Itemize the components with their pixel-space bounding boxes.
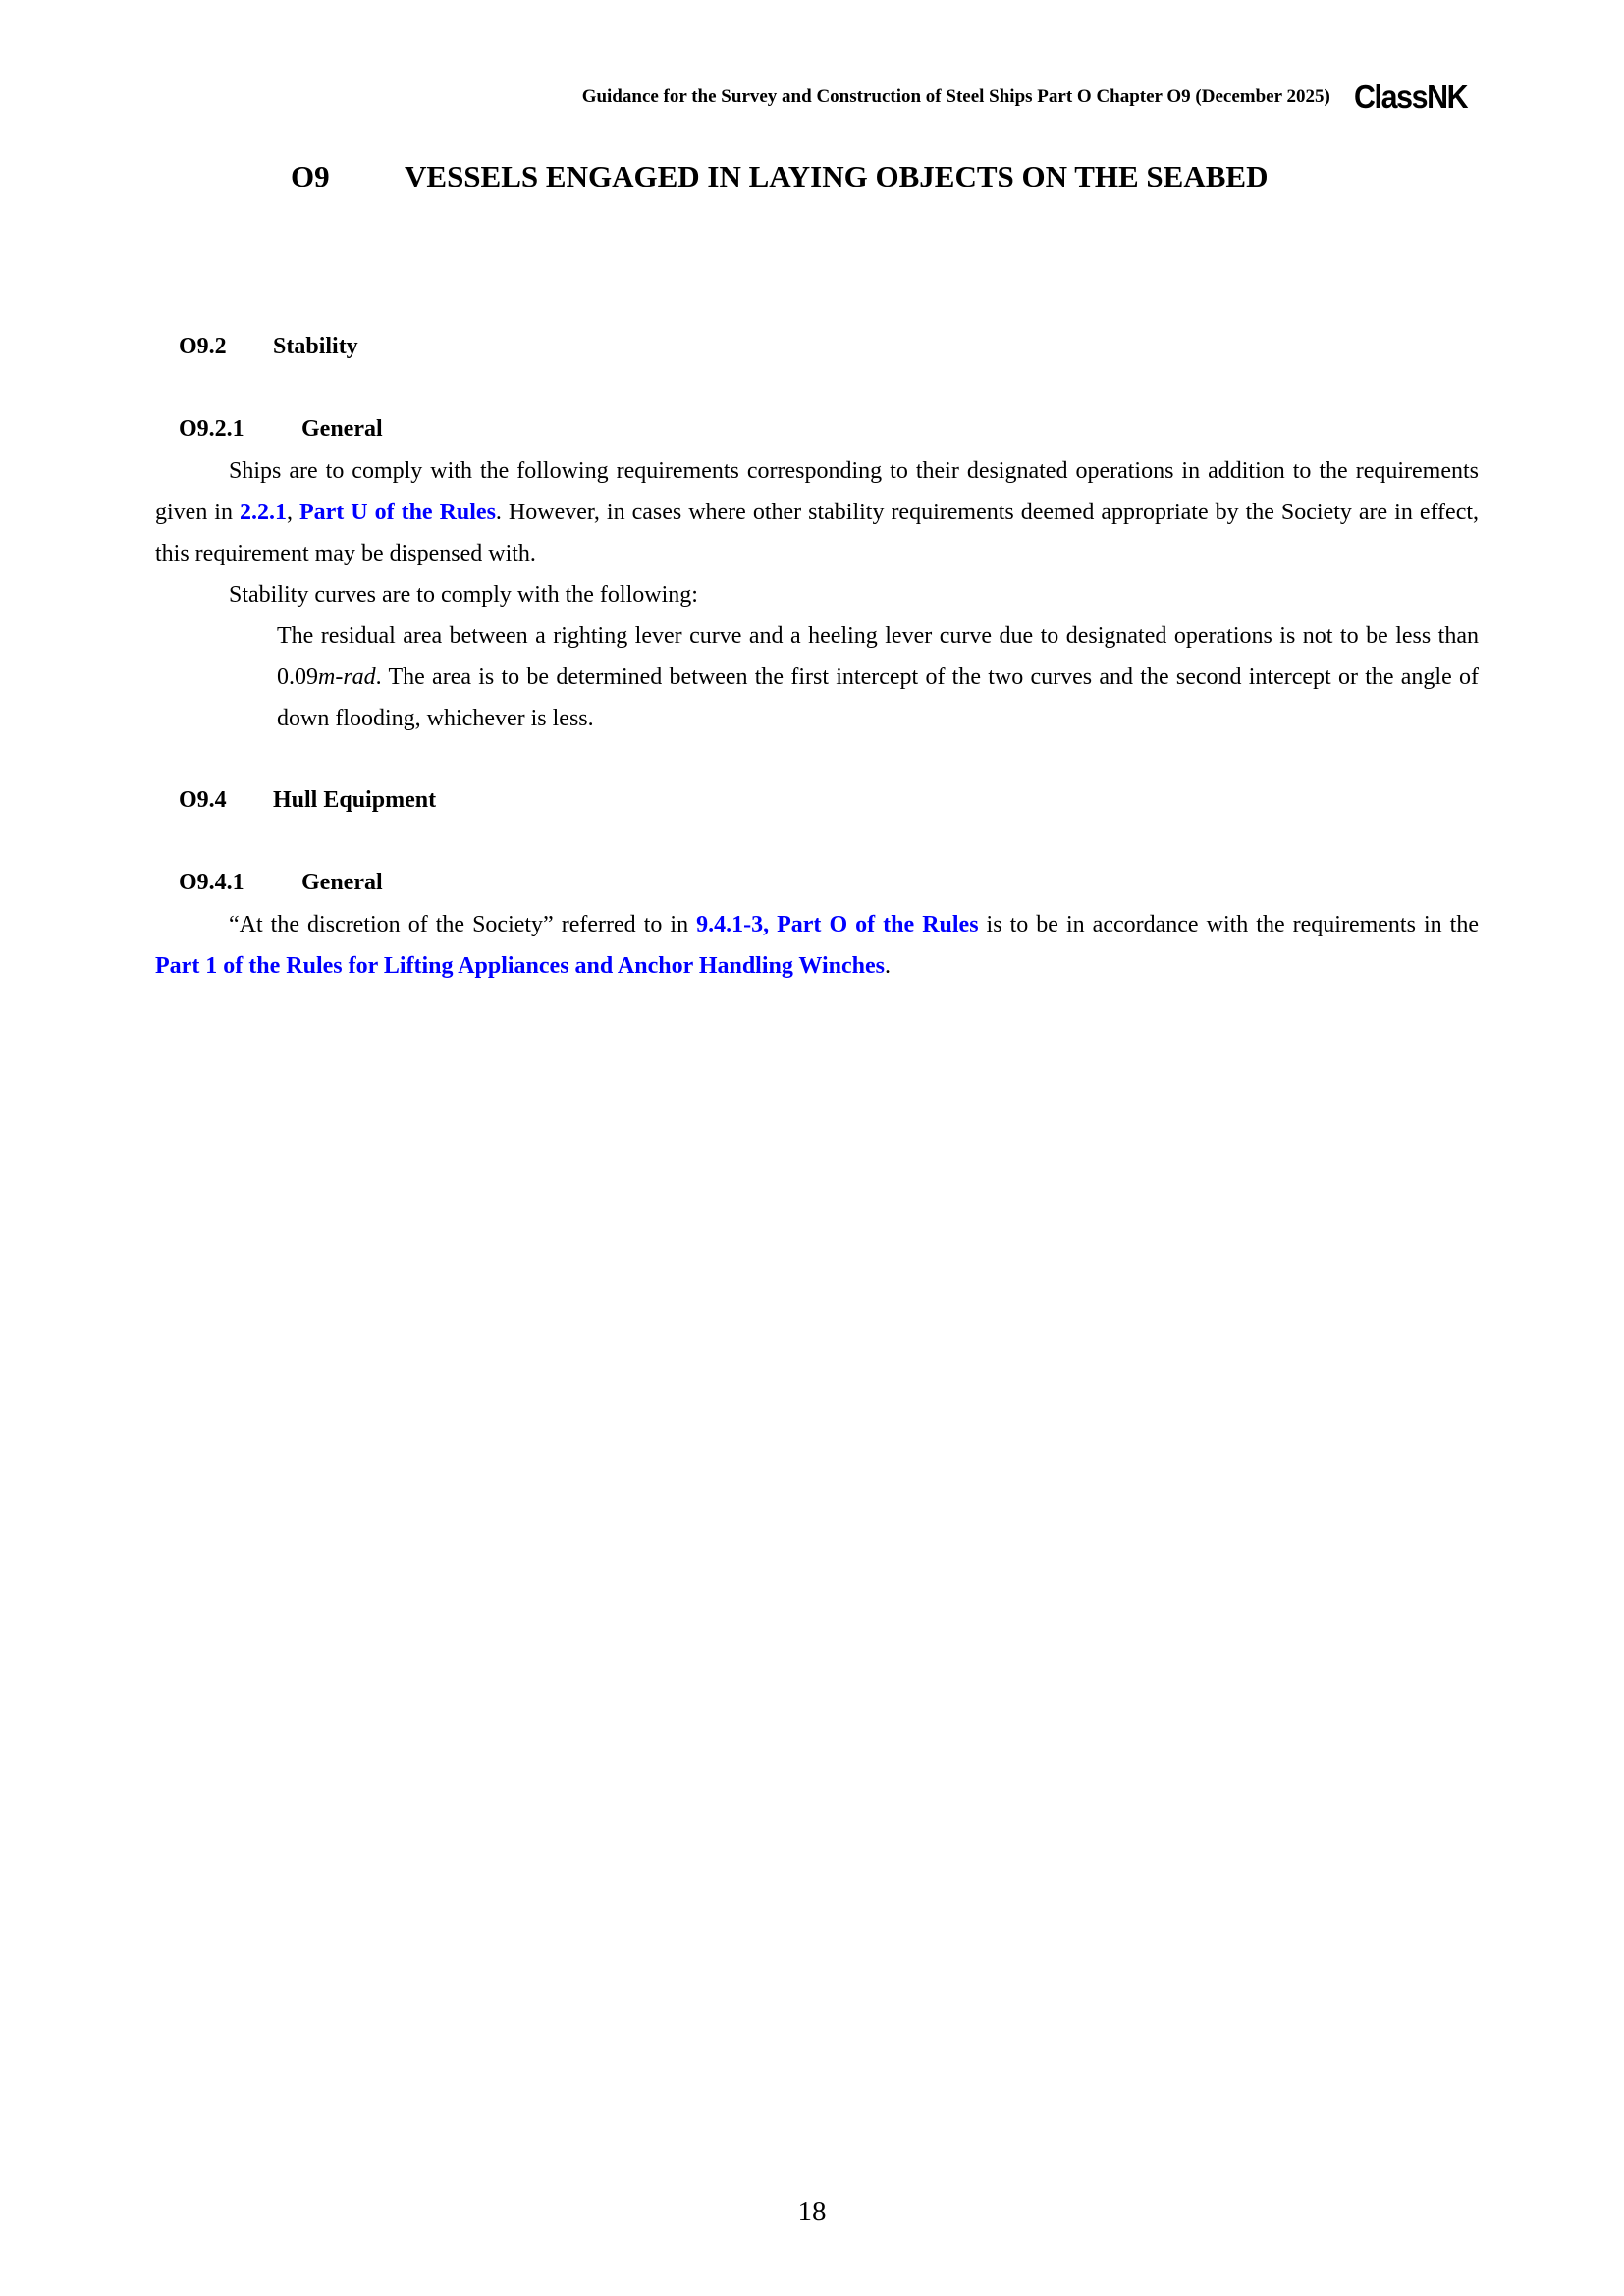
section-heading-o9-2 [179,334,358,360]
subsection-title: General [301,416,383,442]
subsection-heading-o9-2-1 [179,416,383,443]
paragraph-text: . However, in cases where other stability requirements deemed appropriate by the Society are in effect, this requirement may be dispensed with. [155,500,1480,566]
paragraph-text: . [885,953,892,979]
link-part-u-rules[interactable]: Part U of the Rules [298,500,496,525]
section-title: Hull Equipment [273,787,437,813]
chapter-title [291,159,1268,194]
paragraph-text: , [286,500,299,525]
classnk-logo: ClassNK [1353,79,1467,115]
paragraph-text: Ships are to comply with the following requirements corresponding to their designated operations in addition to the requirements given in [155,458,1479,525]
paragraph-o9-2-1-requirements [155,451,1479,574]
paragraph-text: . The area is to be determined between the first intercept of the two curves and the second intercept or the angle of down flooding, whichever is less. [277,665,1479,731]
section-number: O9.4 [179,787,227,813]
subsection-title: General [301,870,383,895]
paragraph-text: The residual area between a righting lever curve and a heeling lever curve due to designated operations is not to be less than 0.09 [277,623,1479,690]
running-title: Guidance for the Survey and Construction of Steel Ships Part O Chapter O9 (December 2025) [581,86,1330,107]
link-2-2-1[interactable]: 2.2.1 [239,500,287,525]
paragraph-text: is to be in accordance with the requirements in the [978,912,1479,937]
paragraph-residual-area [277,615,1479,739]
chapter-number: O9 [291,159,330,193]
paragraph-o9-4-1-discretion [155,904,1479,987]
subsection-number: O9.4.1 [179,870,244,895]
subsection-number: O9.2.1 [179,416,244,442]
section-number: O9.2 [179,334,227,359]
page-number: 18 [797,2196,827,2227]
section-heading-o9-4 [179,787,436,814]
chapter-title-text: VESSELS ENGAGED IN LAYING OBJECTS ON THE SEABED [405,159,1269,193]
link-9-4-1-3-part-o[interactable]: 9.4.1-3, Part O of the Rules [696,912,979,937]
running-header [582,79,1477,116]
link-part-1-lifting-appliances[interactable]: Part 1 of the Rules for Lifting Appliances and Anchor Handling Winches [155,953,886,979]
paragraph-stability-curves: Stability curves are to comply with the following: [229,582,698,608]
subsection-heading-o9-4-1 [179,870,383,896]
unit-m-rad: m-rad [318,665,376,690]
paragraph-text: “At the discretion of the Society” referred to in [229,912,697,937]
section-title: Stability [273,334,358,359]
